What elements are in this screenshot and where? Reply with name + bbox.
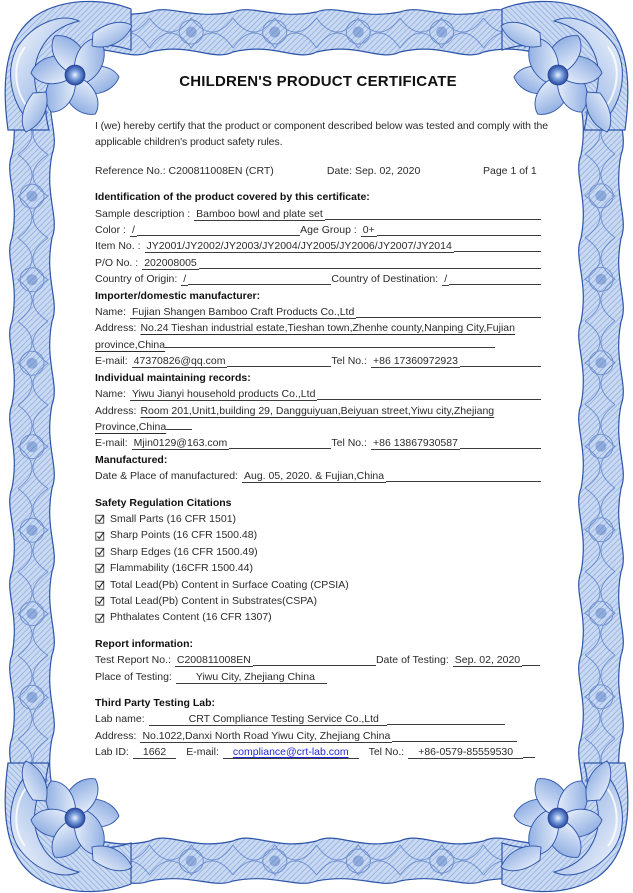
checked-checkbox-icon [95,514,105,524]
field-label: Age Group : [300,224,357,237]
field-value: +86 13867930587 [372,437,458,450]
importer-heading: Importer/domestic manufacturer: [95,289,261,302]
field-value: Yiwu City, Zhejiang China [176,672,327,684]
date-label: Date: [326,164,353,177]
reference-row [95,163,541,179]
date-value: Sep. 02, 2020 [354,164,421,177]
field-value: Fujian Shangen Bamboo Craft Products Co.,Ltd [131,306,355,319]
field-label: Test Report No.: [95,654,171,667]
underline [227,356,331,367]
field-records-address [95,403,541,436]
field-lab-id-contact [95,744,541,760]
page-number: Page 1 of 1 [483,164,537,177]
safety-item-label: Total Lead(Pb) Content in Surface Coating (CPSIA) [110,578,349,591]
checked-checkbox-icon [95,596,105,606]
page-title: CHILDREN'S PRODUCT CERTIFICATE [179,73,457,90]
field-value: Bamboo bowl and plate set [196,207,323,220]
underline [386,471,541,482]
field-label: Tel No.: [331,437,367,450]
field-value: +86-0579-85559530 [408,747,523,759]
field-importer-contact [95,353,541,369]
underline [392,731,517,742]
underline [356,307,541,318]
field-importer-name [95,304,541,320]
safety-item-label: Small Parts (16 CFR 1501) [110,512,237,525]
certificate-content [95,72,549,761]
field-value: 47370826@qq.com [133,355,226,368]
reference-no [95,163,327,179]
safety-item [95,609,541,625]
underline [449,274,541,285]
field-lab-address [95,728,541,744]
underline [454,241,541,252]
field-date-place-manufactured [95,468,541,484]
underline [166,420,192,430]
field-value: / [131,224,135,237]
field-item-no [95,238,541,254]
field-label: Address: [95,322,137,335]
safety-heading: Safety Regulation Citations [95,496,232,509]
field-place-of-testing [95,669,541,685]
safety-item-label: Sharp Points (16 CFR 1500.48) [110,529,258,542]
field-value: 1662 [133,747,176,759]
field-value: No.24 Tieshan industrial estate,Tieshan town,Zhenhe county,Nanping City,Fujian province,China [95,322,515,351]
field-value: Yiwu Jianyi household products Co.,Ltd [131,388,316,401]
field-value: C200811008EN [176,654,251,667]
reference-value: C200811008EN (CRT) [168,164,274,177]
underline [523,747,535,758]
checked-checkbox-icon [95,547,105,557]
field-label: Place of Testing: [95,670,172,683]
safety-item [95,577,541,593]
field-value: +86 17360972923 [372,355,458,368]
field-value: / [444,273,448,286]
field-records-contact [95,435,541,451]
field-label: Name: [95,306,126,319]
field-value: CRT Compliance Testing Service Co.,Ltd [149,714,387,726]
field-importer-address [95,320,541,353]
field-value: No.1022,Danxi North Road Yiwu City, Zhejiang China [142,729,391,742]
underline [165,338,495,348]
field-test-report [95,652,541,668]
underline [325,209,541,220]
field-countries [95,271,541,287]
underline [317,389,541,400]
field-label: Date of Testing: [375,654,449,667]
safety-item [95,593,541,609]
field-label: Lab ID: [95,746,129,759]
certification-statement: I (we) hereby certify that the product or component described below was tested and comply with the applicable children's product safety rules. [95,120,549,149]
field-label: Country of Destination: [331,273,439,286]
field-label: P/O No. : [95,256,139,269]
field-label: Sample description : [95,207,191,220]
field-value: Sep. 02, 2020 [454,654,521,667]
issue-date [327,163,483,179]
safety-item-label: Total Lead(Pb) Content in Substrates(CSPA) [110,594,317,607]
field-label: Date & Place of manufactured: [95,470,238,483]
field-label: Tel No.: [331,355,367,368]
field-value: JY2001/JY2002/JY2003/JY2004/JY2005/JY2006/JY2007/JY2014 [146,240,452,253]
safety-item-label: Flammability (16CFR 1500.44) [110,562,253,575]
field-label: Tel No.: [368,746,405,759]
field-label: Name: [95,388,126,401]
field-value: 202008005 [144,256,197,269]
checked-checkbox-icon [95,613,105,623]
field-value: / [183,273,187,286]
underline [377,225,541,236]
underline [460,438,541,449]
safety-item-label: Sharp Edges (16 CFR 1500.49) [110,545,258,558]
records-heading: Individual maintaining records: [95,371,251,384]
reference-label: Reference No.: [95,164,166,177]
lab-email-link[interactable]: compliance@crt-lab.com [223,747,359,759]
field-label: E-mail: [95,355,128,368]
field-label: Address: [95,729,137,742]
field-label: Country of Origin: [95,273,178,286]
field-lab-name [95,711,541,727]
lab-heading: Third Party Testing Lab: [95,697,215,709]
underline [229,438,331,449]
field-value: 0+ [362,224,375,237]
safety-item [95,544,541,560]
underline [199,258,541,269]
field-value: Aug. 05, 2020. & Fujian,China [244,470,385,483]
safety-item [95,527,541,543]
field-color-age [95,222,541,238]
safety-item [95,560,541,576]
checked-checkbox-icon [95,563,105,573]
field-value: Room 201,Unit1,building 29, Dangguiyuan,Beiyuan street,Yiwu city,Zhejiang Province,China [95,404,495,433]
field-label: Item No. : [95,240,141,253]
field-label: E-mail: [186,746,219,759]
checked-checkbox-icon [95,531,105,541]
report-heading: Report information: [95,637,193,650]
field-label: Lab name: [95,713,145,726]
safety-item [95,511,541,527]
manufactured-heading: Manufactured: [95,453,168,466]
underline [137,225,300,236]
field-label: Address: [95,404,137,417]
field-sample-description [95,206,541,222]
underline [188,274,331,285]
field-value: Mjin0129@163.com [133,437,228,450]
field-label: Color : [95,224,126,237]
checked-checkbox-icon [95,580,105,590]
underline [460,356,541,367]
field-po-no [95,255,541,271]
identification-heading: Identification of the product covered by this certificate: [95,191,370,204]
underline [387,714,505,725]
field-records-name [95,386,541,402]
underline [253,655,376,666]
field-label: E-mail: [95,437,128,450]
underline [522,655,540,666]
safety-item-label: Phthalates Content (16 CFR 1307) [110,611,272,624]
